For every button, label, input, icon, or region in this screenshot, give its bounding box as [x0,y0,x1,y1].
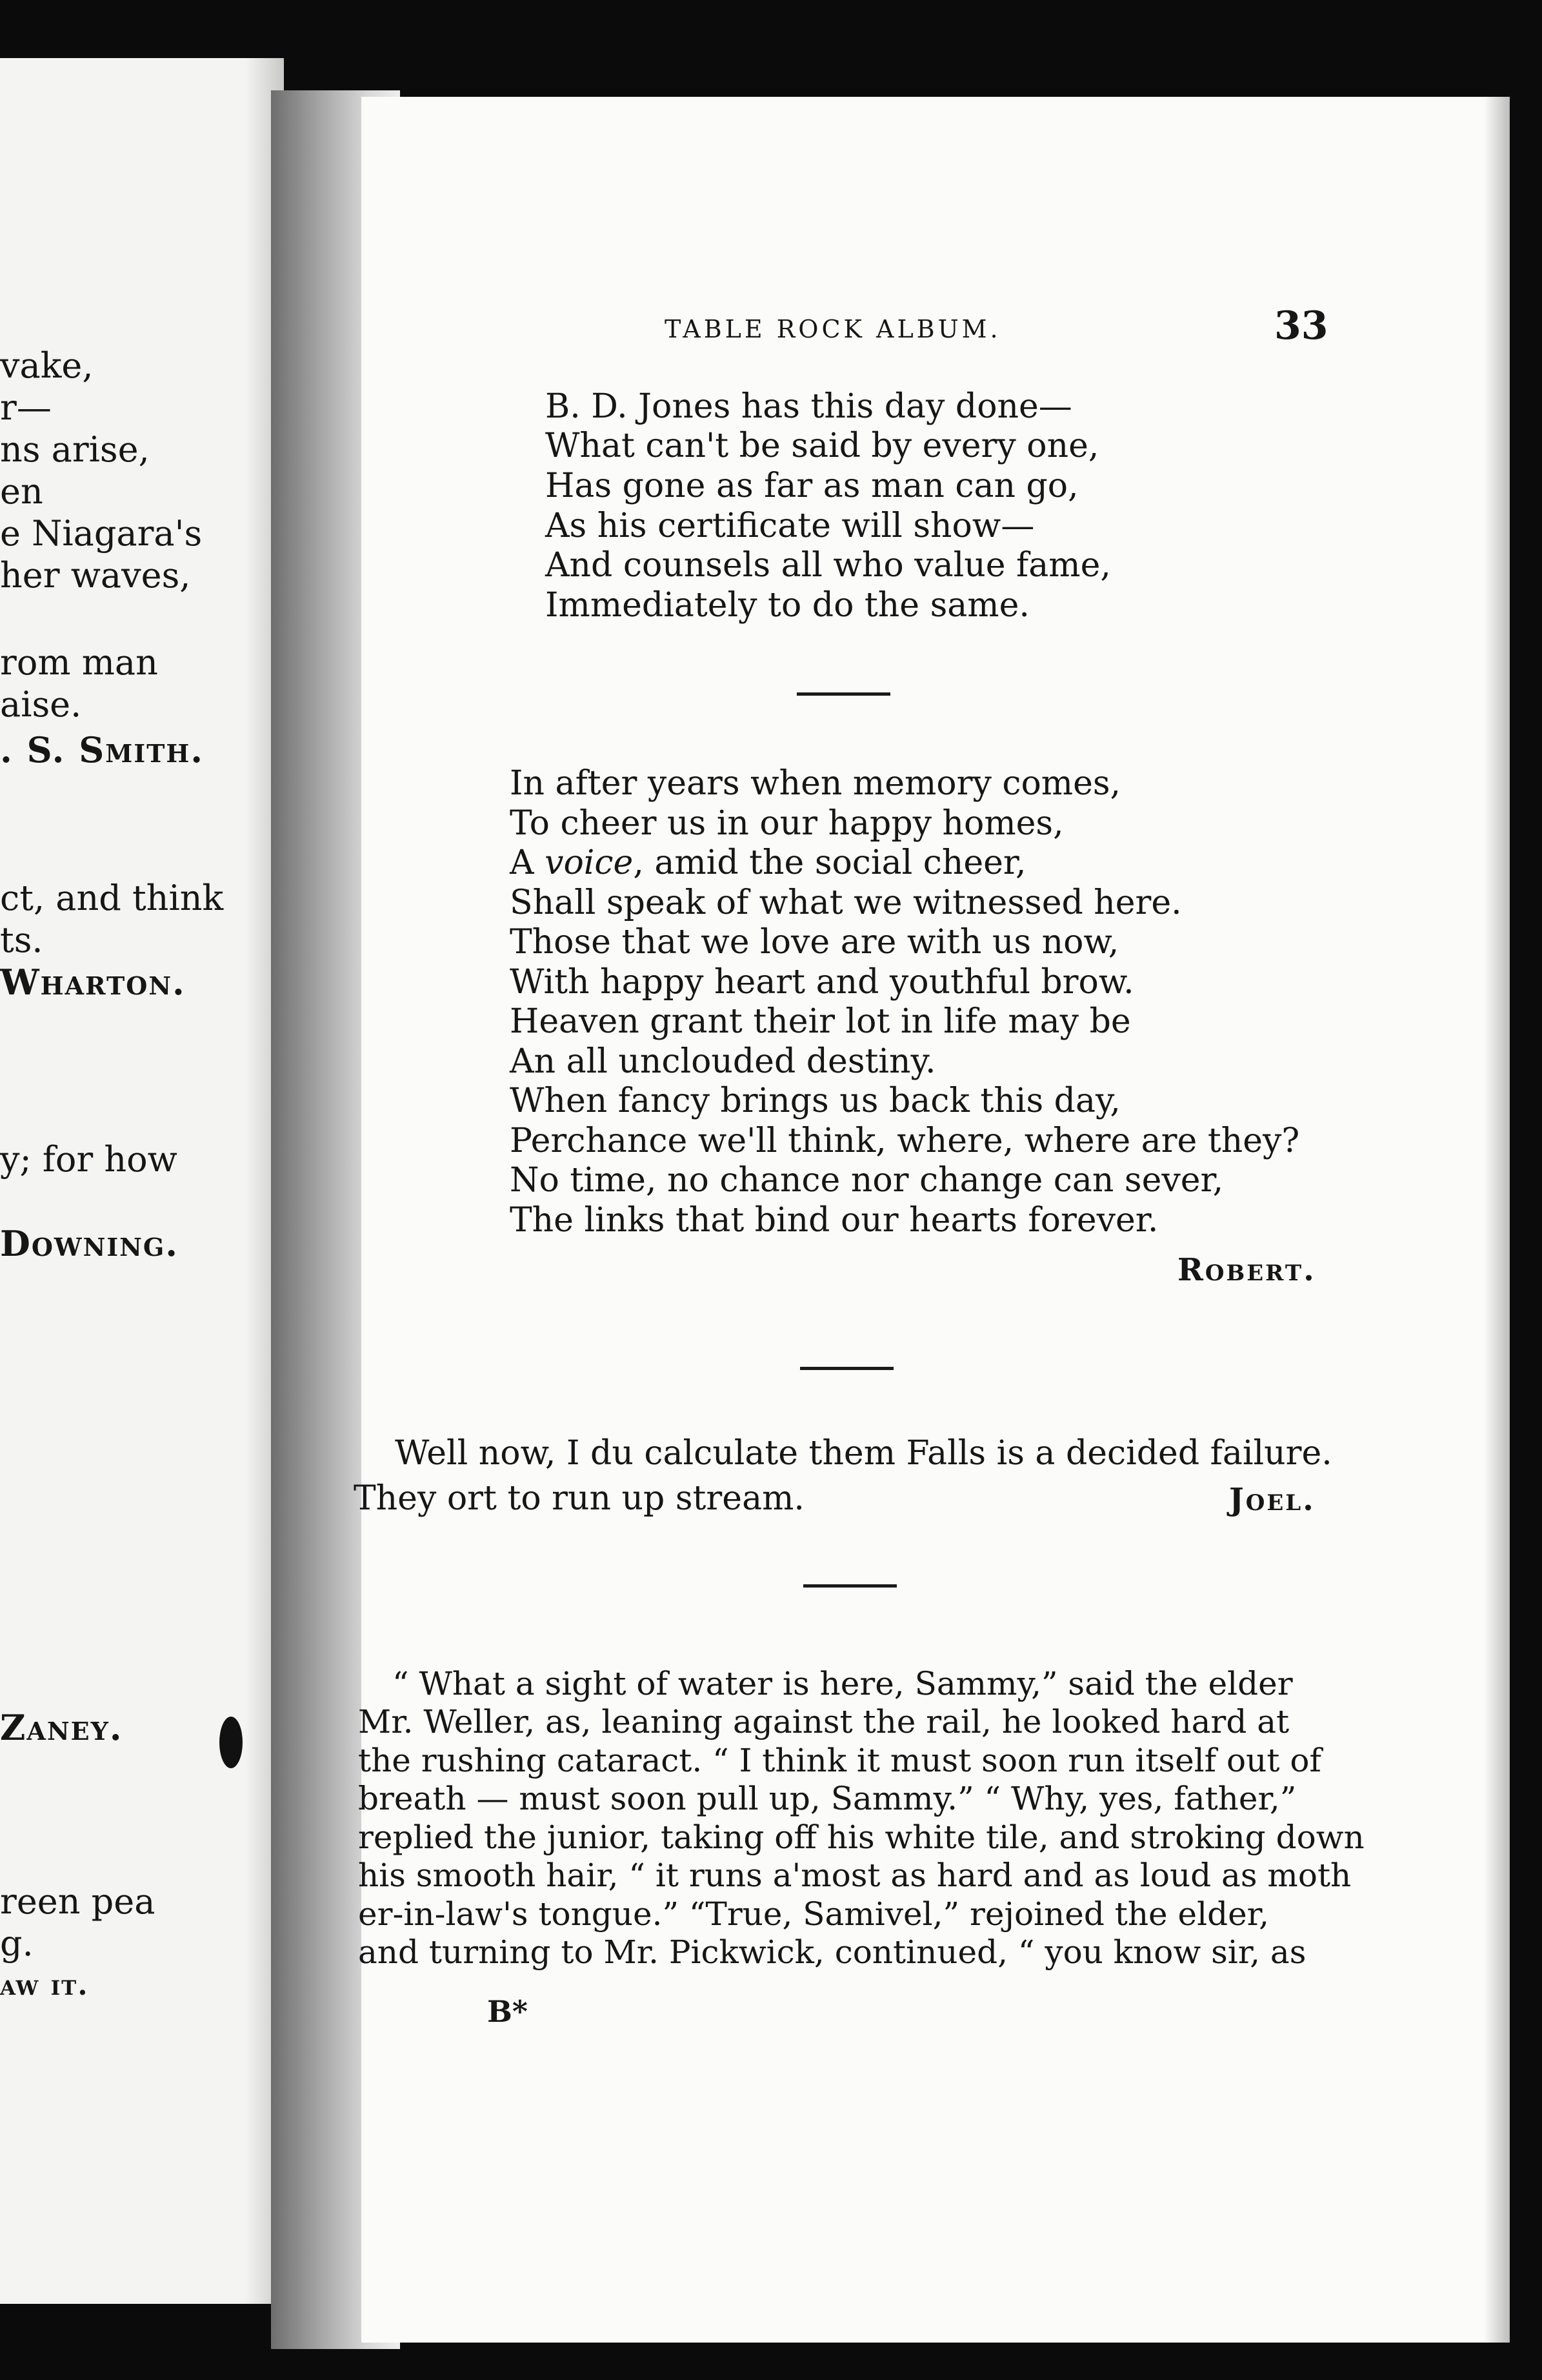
left-signature: . S. Smith. [0,729,205,771]
left-text-line: vake, [0,345,94,386]
poem-line [510,843,1026,882]
prose-line: and turning to Mr. Pickwick, continued, “ you know sir, as [358,1933,1307,1971]
poem-line: To cheer us in our happy homes, [510,804,1064,843]
left-text-line: her waves, [0,555,191,596]
poem-line: The links that bind our hearts forever. [510,1201,1159,1240]
poem-line: Has gone as far as man can go, [545,467,1079,505]
poem-line: No time, no chance nor change can sever, [510,1161,1224,1200]
poem-line: Shall speak of what we witnessed here. [510,883,1182,922]
left-page [0,58,284,2304]
page-edge-shadow [1484,97,1510,2343]
page-number: 33 [1274,303,1328,348]
signature-mark: B* [487,1994,528,2029]
prose-line: breath — must soon pull up, Sammy.” “ Why, yes, father,” [358,1780,1297,1817]
prose-line: “ What a sight of water is here, Sammy,” said the elder [392,1665,1293,1702]
left-signature: aw it. [0,1969,89,2002]
poem-line: What can't be said by every one, [545,427,1099,465]
prose-line: the rushing cataract. “ I think it must soon run itself out of [358,1742,1321,1779]
prose-line: er-in-law's tongue.” “True, Samivel,” rejoined the elder, [358,1895,1269,1933]
signature-robert: Robert. [1177,1252,1316,1288]
left-text-line: y; for how [0,1139,177,1180]
poem-line: With happy heart and youthful brow. [510,963,1134,1002]
left-signature: Zaney. [0,1707,123,1748]
section-divider [803,1584,897,1588]
poem-line-prefix: A [510,843,545,882]
left-text-line: ct, and think [0,878,224,918]
poem-line: As his certificate will show— [545,507,1035,545]
poem-line: Heaven grant their lot in life may be [510,1002,1131,1041]
joel-line: They ort to run up stream. [354,1479,805,1518]
poem-line: Immediately to do the same. [545,586,1030,625]
left-text-line: rom man [0,642,158,683]
section-divider [797,692,890,696]
section-divider [800,1367,894,1370]
binding-hole [219,1717,243,1768]
left-text-line: aise. [0,684,82,725]
poem-line-italic: voice [545,843,634,882]
left-text-line: ns arise, [0,429,150,470]
left-text-line: g. [0,1923,34,1964]
signature-joel: Joel. [1229,1482,1316,1518]
joel-line: Well now, I du calculate them Falls is a decided failure. [395,1434,1332,1473]
left-text-line: en [0,471,43,512]
poem-line: Those that we love are with us now, [510,923,1119,962]
running-header: TABLE ROCK ALBUM. [665,315,1001,343]
prose-line: his smooth hair, “ it runs a'most as hard and as loud as moth [358,1857,1352,1894]
left-text-line: e Niagara's [0,513,203,554]
poem-line: Perchance we'll think, where, where are they? [510,1122,1300,1160]
poem-line: An all unclouded destiny. [510,1042,936,1081]
poem-line: In after years when memory comes, [510,764,1121,803]
poem-line: When fancy brings us back this day, [510,1082,1121,1120]
left-text-line: reen pea [0,1881,155,1922]
poem-line: And counsels all who value fame, [545,546,1111,585]
prose-line: replied the junior, taking off his white tile, and stroking down [358,1819,1365,1856]
left-signature: Downing. [0,1223,179,1264]
left-text-line: r— [0,387,52,428]
left-text-line: ts. [0,920,43,960]
left-signature: Wharton. [0,962,186,1003]
poem-line-rest: , amid the social cheer, [633,843,1026,882]
poem-line: B. D. Jones has this day done— [545,387,1072,426]
prose-line: Mr. Weller, as, leaning against the rail, he looked hard at [358,1703,1290,1740]
